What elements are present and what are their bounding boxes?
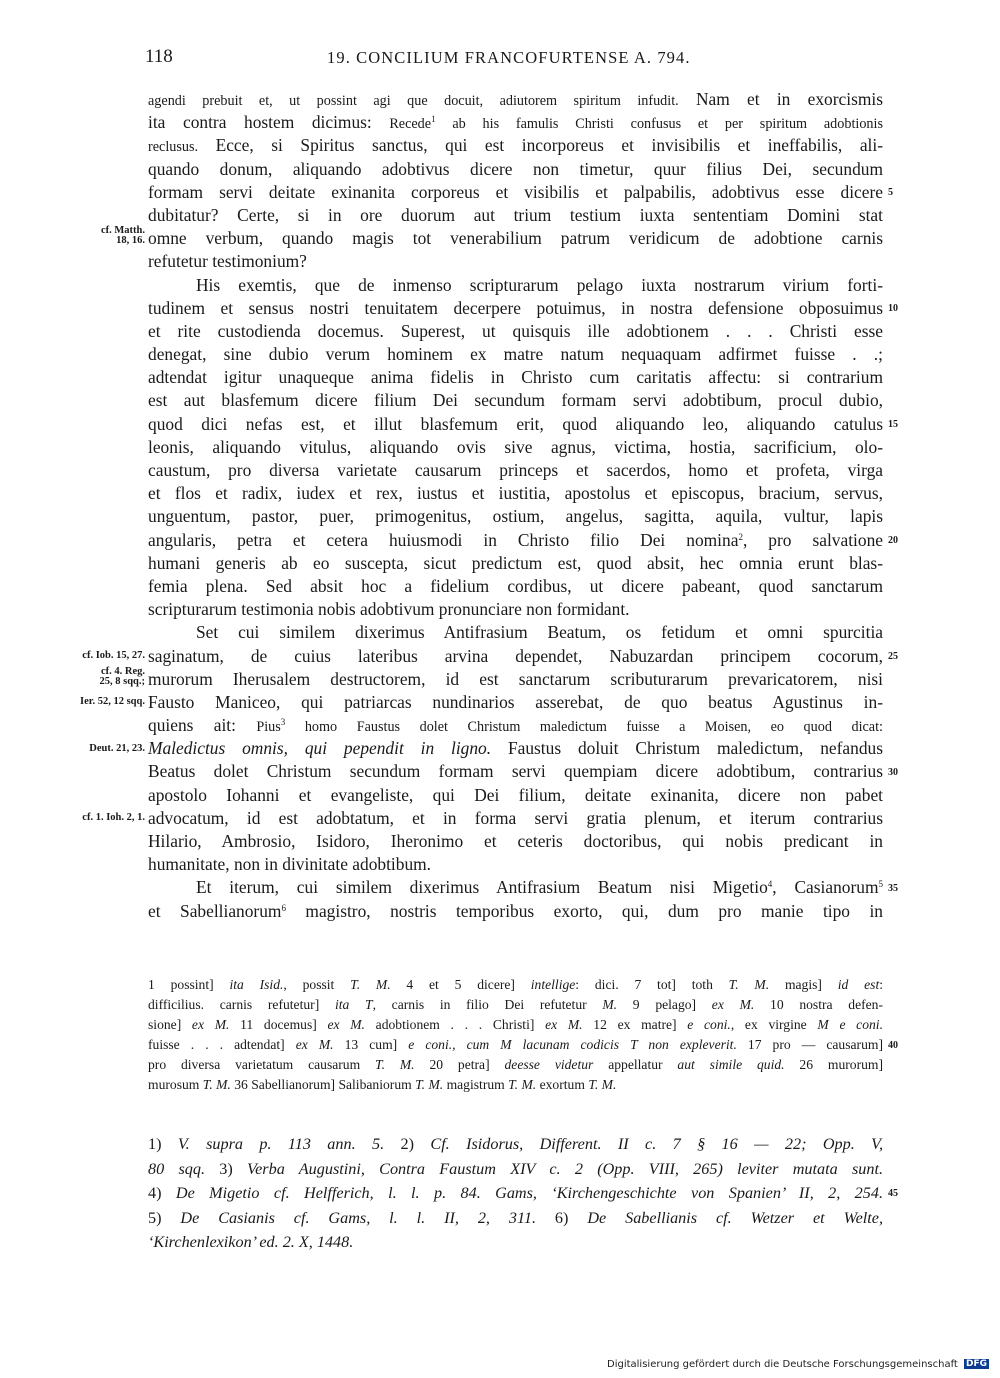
text-line — [148, 784, 883, 807]
text-span: murorum Iherusalem destructorem, id est sanctarum scributurarum prevaricatorem, nisi — [148, 668, 883, 689]
text-line — [148, 274, 883, 297]
text-span: 1 possint] — [148, 977, 230, 992]
text-line — [148, 876, 883, 899]
text-span: caustum, pro diversa varietate causarum princeps et sacerdos, homo et profeta, virga — [148, 460, 883, 480]
text-line — [148, 900, 883, 923]
text-span: ita contra hostem dicimus: — [148, 112, 390, 133]
margin-reference — [89, 744, 145, 754]
apparatus-line — [148, 995, 883, 1015]
text-span: 20 petra] — [414, 1057, 505, 1072]
text-line — [148, 737, 883, 760]
text-line — [148, 436, 883, 459]
text-line — [148, 181, 883, 204]
critical-apparatus — [148, 975, 883, 1095]
text-span: formam servi deitate exinanita corporeus et visibilis et palpabilis, adobtivus esse dicere — [148, 181, 883, 202]
text-span: Nam et in exorcismis — [678, 89, 883, 109]
italic-span: ex M. — [295, 1037, 334, 1052]
text-span: humanitate, non in divinitate adobtibum. — [148, 854, 432, 875]
margin-reference-line: cf. 1. Ioh. 2, 1. — [82, 812, 145, 824]
text-span: reclusus. — [148, 139, 199, 156]
margin-reference — [80, 697, 145, 707]
apparatus-line — [148, 975, 883, 995]
italic-span: T. M. — [728, 977, 770, 992]
italic-span: deesse videtur — [504, 1057, 594, 1072]
text-span: dubitatur? Certe, si in ore duorum aut trium testium iuxta sententiam Domini stat — [148, 204, 883, 225]
running-title: 19. CONCILIUM FRANCOFURTENSE A. 794. — [327, 48, 691, 67]
text-span: murosum — [148, 1077, 203, 1092]
italic-span: ex M. — [327, 1017, 365, 1032]
text-span: Hilario, Ambrosio, Isidoro, Iheronimo et ceteris doctoribus, qui nobis predicant in — [148, 831, 883, 851]
text-span: : dici. 7 tot] toth — [575, 977, 729, 992]
text-span: Et iterum, cui similem dixerimus Antifrasium Beatum nisi Migetio — [196, 877, 768, 898]
text-span: magistro, nostris temporibus exorto, qui, dum pro manie tipo in — [285, 900, 883, 921]
text-span: Maledictus omnis, qui pependit in ligno. — [148, 738, 492, 759]
text-span: tudinem et sensus nostri tenuitatem decerpere potuimus, in nostra defensione obposuimus — [148, 297, 883, 318]
text-span: pro diversa varietatum causarum — [148, 1057, 376, 1072]
text-span: angularis, petra et cetera huiusmodi in Christo filio Dei nomina — [148, 529, 739, 550]
text-line — [148, 343, 883, 366]
text-line — [148, 760, 883, 783]
digitization-credit — [607, 1359, 989, 1370]
text-span: 1) — [148, 1135, 178, 1153]
apparatus-line — [148, 1035, 883, 1055]
text-span: quiens ait: — [148, 715, 257, 736]
text-line — [148, 645, 883, 668]
italic-span: T. M. — [508, 1077, 537, 1092]
text-span: 4) — [148, 1184, 176, 1203]
text-line — [148, 366, 883, 389]
text-span: unguentum, pastor, puer, primogenitus, ostium, angelus, sagitta, aquila, vultur, lapis — [148, 506, 883, 527]
text-line — [148, 158, 883, 181]
line-number: 10 — [888, 302, 898, 314]
text-span: 2) — [400, 1135, 431, 1153]
text-line — [148, 552, 883, 575]
italic-span: T. M. — [375, 1057, 415, 1072]
text-span: magistrum — [443, 1077, 509, 1092]
margin-reference-line: 18, 16. — [116, 235, 145, 247]
text-span: 4 et 5 dicere] — [390, 977, 531, 992]
text-line — [148, 250, 883, 273]
text-span: refutetur testimonium? — [148, 251, 307, 272]
text-span: V. supra p. 113 ann. 5. — [177, 1135, 401, 1153]
text-span: His exemtis, que de inmenso scripturarum pelago iuxta nostrarum virium forti- — [196, 274, 883, 295]
footnotes — [148, 1132, 883, 1255]
text-line — [148, 297, 883, 320]
text-span: adobtionem . . . Christi] — [364, 1017, 546, 1032]
text-span: 80 sqq. — [148, 1159, 220, 1178]
text-span: , ex virgine — [730, 1017, 818, 1032]
footnote-line — [148, 1132, 883, 1157]
text-span: quando donum, aliquando adobtivus dicere non timetur, quur filius Dei, secundum — [148, 158, 883, 179]
page-number: 118 — [145, 46, 173, 67]
text-span: 12 ex matre] — [582, 1017, 688, 1032]
text-span: Beatus dolet Christum secundum formam servi quempiam dicere adobtibum, contrarius — [148, 761, 883, 782]
apparatus-line — [148, 1075, 883, 1095]
text-span: Cf. Isidorus, Different. II c. 7 § 16 — 22; Opp. V, — [430, 1135, 883, 1153]
line-number: 25 — [888, 650, 898, 662]
italic-span: ita Isid. — [229, 977, 284, 992]
footnote-marker: 4 — [767, 879, 773, 890]
italic-span: T. M. — [415, 1077, 444, 1092]
text-span: 10 nostra defen- — [754, 997, 883, 1012]
text-span: Faustus doluit Christum maledictum, nefandus — [491, 738, 883, 759]
text-span: 36 Sabellianorum] Salibaniorum — [230, 1077, 416, 1092]
text-line — [148, 529, 883, 552]
text-line — [148, 204, 883, 227]
text-span: omne verbum, quando magis tot venerabilium patrum veridicum de adobtione carnis — [148, 228, 883, 249]
text-line — [148, 482, 883, 505]
text-span: 6) — [554, 1208, 588, 1227]
text-span: Recede — [389, 116, 432, 133]
text-span: ‘Kirchenlexikon’ ed. 2. X, 1448. — [148, 1233, 354, 1252]
text-line — [148, 575, 883, 598]
footnote-line-number: 45 — [888, 1188, 898, 1200]
italic-span: T. M. — [350, 977, 391, 992]
text-span: , possit — [283, 977, 351, 992]
text-span: magis] — [769, 977, 838, 992]
text-span: adtendat igitur unaqueque anima fidelis in Christo cum caritatis affectu: si contrarium — [148, 367, 883, 388]
text-span: , pro salvatione — [742, 529, 883, 550]
digitization-credit-text: Digitalisierung gefördert durch die Deutsche Forschungsgemeinschaft — [607, 1359, 958, 1370]
text-span: humani generis ab eo suscepta, sicut predictum est, quod absit, hec omnia erunt blas- — [148, 552, 883, 573]
footnote-line — [148, 1230, 883, 1255]
text-span: est aut blasfemum dicere filium Dei secundum formam servi adobtibum, procul dubio, — [148, 390, 883, 411]
italic-span: ex M. — [191, 1017, 230, 1032]
margin-reference-line: cf. Iob. 15, 27. — [82, 649, 145, 661]
footnote-line — [148, 1157, 883, 1182]
text-line — [148, 505, 883, 528]
text-line — [148, 830, 883, 853]
text-span: sione] — [148, 1017, 192, 1032]
italic-span: aut simile quid. — [677, 1057, 785, 1072]
main-text — [148, 88, 883, 923]
footnote-line — [148, 1181, 883, 1206]
text-span: De Sabellianis cf. Wetzer et Welte, — [587, 1208, 884, 1227]
text-span: Verba Augustini, Contra Faustum XIV c. 2 (Opp. VIII, 265) leviter mutata sunt. — [247, 1159, 883, 1178]
text-span: , carnis in filio Dei refutetur — [372, 997, 603, 1012]
text-span: apostolo Iohanni et evangeliste, qui Dei filium, deitate exinanita, dicere non pabet — [148, 784, 883, 805]
dfg-logo: DFG — [966, 1359, 988, 1369]
running-header — [0, 44, 1000, 74]
text-span: Ecce, si Spiritus sanctus, qui est incorporeus et invisibilis et ineffabilis, ali- — [198, 135, 883, 156]
text-span: 5) — [148, 1208, 181, 1227]
text-span: Fausto Maniceo, qui patriarcas nundinarios asserebat, de quo beatus Agustinus in- — [148, 691, 883, 712]
italic-span: ex M. — [545, 1017, 583, 1032]
text-span: femia plena. Sed absit hoc a fidelium cordibus, ut dicere pabeant, quod sanctarum — [148, 575, 883, 596]
margin-reference-line: cf. 4. Reg. — [100, 666, 145, 677]
margin-reference-line: 25, 8 sqq.; — [99, 676, 145, 687]
text-span: 9 pelago] — [617, 997, 712, 1012]
italic-span: id est — [837, 977, 880, 992]
italic-span: M. — [602, 997, 618, 1012]
text-line — [148, 853, 883, 876]
apparatus-line — [148, 1055, 883, 1075]
text-span: advocatum, id est adobtatum, et in forma servi gratia plenum, et iterum contrarius — [148, 807, 883, 828]
text-line — [148, 459, 883, 482]
text-span: agendi prebuit et, ut possint agi que docuit, adiutorem spiritum infudit. — [148, 93, 679, 109]
text-span: Set cui similem dixerimus Antifrasium Beatum, os fetidum et omni spurcitia — [196, 622, 883, 643]
text-line — [148, 691, 883, 714]
footnote-marker: 6 — [281, 902, 286, 913]
text-span: Pius — [256, 719, 281, 736]
text-span: De Migetio cf. Helfferich, l. l. p. 84. Gams, ‘Kirchengeschichte von Spanien’ II, 2, 254. — [175, 1184, 883, 1203]
text-span: De Casianis cf. Gams, l. l. II, 2, 311. — [180, 1208, 555, 1227]
text-span: denegat, sine dubio verum hominem ex matre natum nequaquam adfirmet fuisse . .; — [148, 344, 883, 365]
text-line — [148, 111, 883, 134]
line-number: 5 — [888, 186, 893, 198]
text-span: : — [879, 977, 884, 992]
text-line — [148, 807, 883, 830]
footnote-marker: 1 — [431, 114, 436, 125]
italic-span: e coni., cum M lacunam codicis T non expleverit. — [408, 1037, 737, 1052]
text-span: appellatur — [593, 1057, 678, 1072]
italic-span: ex M. — [711, 997, 755, 1012]
text-span: 11 docemus] — [229, 1017, 328, 1032]
text-line — [148, 621, 883, 644]
text-span: , Casianorum — [772, 877, 879, 898]
text-span: homo Faustus dolet Christum maledictum fuisse a Moisen, eo quod dicat: — [285, 719, 883, 736]
footnote-marker: 2 — [738, 531, 743, 542]
margin-reference — [99, 667, 145, 687]
text-span: et Sabellianorum — [148, 900, 282, 921]
line-number: 20 — [888, 534, 898, 546]
text-line — [148, 714, 883, 737]
text-line — [148, 413, 883, 436]
text-span: saginatum, de cuius lateribus arvina dependet, Nabuzardan principem cocorum, — [148, 645, 883, 666]
text-line — [148, 88, 883, 111]
italic-span: T. M. — [588, 1077, 617, 1092]
text-line — [148, 668, 883, 691]
footnote-marker: 5 — [878, 879, 883, 890]
line-number: 35 — [888, 882, 898, 894]
margin-reference — [101, 226, 145, 246]
italic-span: T. M. — [202, 1077, 231, 1092]
line-number: 15 — [888, 418, 898, 430]
margin-reference — [82, 813, 145, 823]
apparatus-line — [148, 1015, 883, 1035]
text-span: difficilius. carnis refutetur] — [148, 997, 335, 1012]
italic-span: M e coni. — [817, 1017, 883, 1032]
text-span: et rite custodienda docemus. Superest, ut quisquis ille adobtionem . . . Christi esse — [148, 320, 883, 341]
margin-reference-line: Deut. 21, 23. — [89, 742, 145, 754]
text-line — [148, 389, 883, 412]
text-span: fuisse . . . adtendat] — [148, 1037, 296, 1052]
text-line — [148, 227, 883, 250]
footnote-line — [148, 1206, 883, 1231]
italic-span: e coni. — [687, 1017, 731, 1032]
margin-reference-line: Ier. 52, 12 sqq. — [80, 696, 145, 708]
text-line — [148, 134, 883, 157]
text-span: 17 pro — causarum] — [736, 1037, 883, 1052]
text-span: 13 cum] — [333, 1037, 409, 1052]
text-span: 26 murorum] — [784, 1057, 884, 1072]
line-number: 30 — [888, 766, 898, 778]
apparatus-line-number: 40 — [888, 1040, 898, 1051]
text-span: leonis, aliquando vitulus, aliquando ovis sive agnus, victima, hostia, sacrificium, olo- — [148, 436, 883, 457]
text-span: ab his famulis Christi confusus et per spiritum adobtionis — [435, 116, 883, 133]
italic-span: intellige — [530, 977, 576, 992]
text-span: quod dici nefas est, et illut blasfemum erit, quod aliquando leo, aliquando catulus — [148, 413, 883, 434]
text-line — [148, 598, 883, 621]
text-span: et flos et radix, iudex et rex, iustus et iustitia, apostolus et episcopus, bracium, servus, — [148, 483, 883, 504]
text-span: 3) — [219, 1159, 248, 1178]
margin-reference — [82, 651, 145, 661]
text-span: scripturarum testimonia nobis adobtivum pronunciare non formidant. — [148, 599, 630, 620]
text-span: exortum — [536, 1077, 589, 1092]
margin-reference-line: cf. Matth. — [100, 225, 145, 237]
footnote-marker: 3 — [280, 717, 286, 728]
italic-span: ita T — [334, 997, 373, 1012]
text-line — [148, 320, 883, 343]
